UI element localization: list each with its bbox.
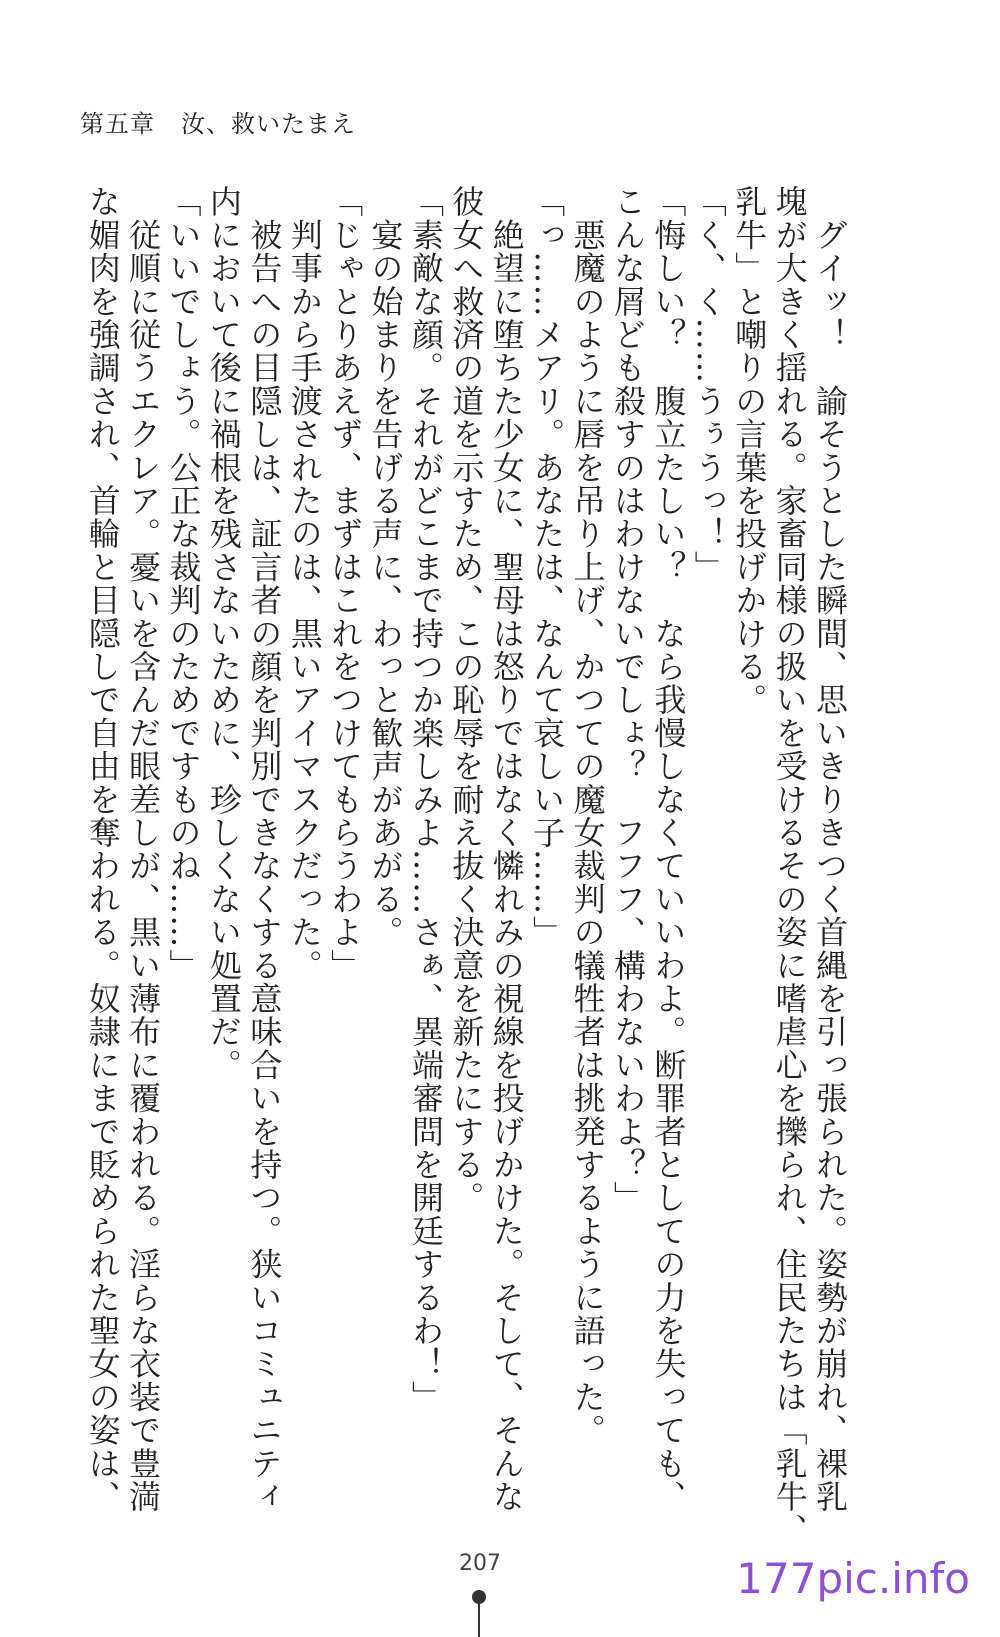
text-line: 判事から手渡されたのは、黒いアイマスクだった。 [285,185,324,982]
page-marker-line [478,1604,480,1637]
text-line: 内において後に禍根を残さないために、珍しくない処置だ。 [204,185,243,1082]
text-line: 「いいでしょう。公正な裁判のためですものね……」 [164,185,203,982]
text-line: 「っ……メアリ。あなたは、なんて哀しい子……」 [528,185,567,949]
text-line: 宴の始まりを告げる声に、わっと歓声があがる。 [366,185,405,949]
chapter-number: 第五章 [80,110,155,138]
chapter-header [80,104,356,139]
text-line: 「じゃとりあえず、まずはこれをつけてもらうわよ」 [326,185,365,982]
text-line: 「悔しい？ 腹立たしい？ なら我慢しなくていいわよ。断罪者としての力を失っても、 [649,185,688,1513]
vertical-body-text [82,185,850,1547]
text-line: こんな屑ども殺すのはわけないでしょ？ フフフ、構わないわよ？」 [608,185,647,1215]
text-line: 従順に従うエクレア。憂いを含んだ眼差しが、黒い薄布に覆われる。淫らな衣装で豊満 [124,185,163,1513]
text-line: 彼女へ救済の道を示すため、この恥辱を耐え抜く決意を新たにする。 [447,185,486,1215]
text-line: 塊が大きく揺れる。家畜同様の扱いを受けるその姿に嗜虐心を擽られ、住民たちは「乳牛、 [770,185,809,1547]
text-line: 悪魔のように唇を吊り上げ、かつての魔女裁判の犠牲者は挑発するように語った。 [568,185,607,1447]
text-line: 「く、く……うぅうっ！」 [689,185,728,584]
watermark: 177pic.info [736,1554,970,1603]
page-marker-dot [472,1590,486,1604]
text-line: グイッ！ 諭そうとした瞬間、思いきりきつく首縄を引っ張られた。姿勢が崩れ、裸乳 [811,185,849,1513]
page-number: 207 [459,1551,501,1576]
chapter-title: 汝、救いたまえ [181,110,356,138]
text-line: 絶望に堕ちた少女に、聖母は怒りではなく憐れみの視線を投げかけた。そして、そんな [487,185,526,1513]
text-line: 乳牛」と嘲りの言葉を投げかける。 [730,185,769,717]
text-line: 「素敵な顔。それがどこまで持つか楽しみよ……さぁ、異端審問を開廷するわ！」 [406,185,445,1414]
text-line: 被告への目隠しは、証言者の顔を判別できなくする意味合いを持つ。狭いコミュニティ [245,185,284,1513]
text-line: な媚肉を強調され、首輪と目隠しで自由を奪われる。奴隷にまで貶められた聖女の姿は、 [83,185,122,1513]
